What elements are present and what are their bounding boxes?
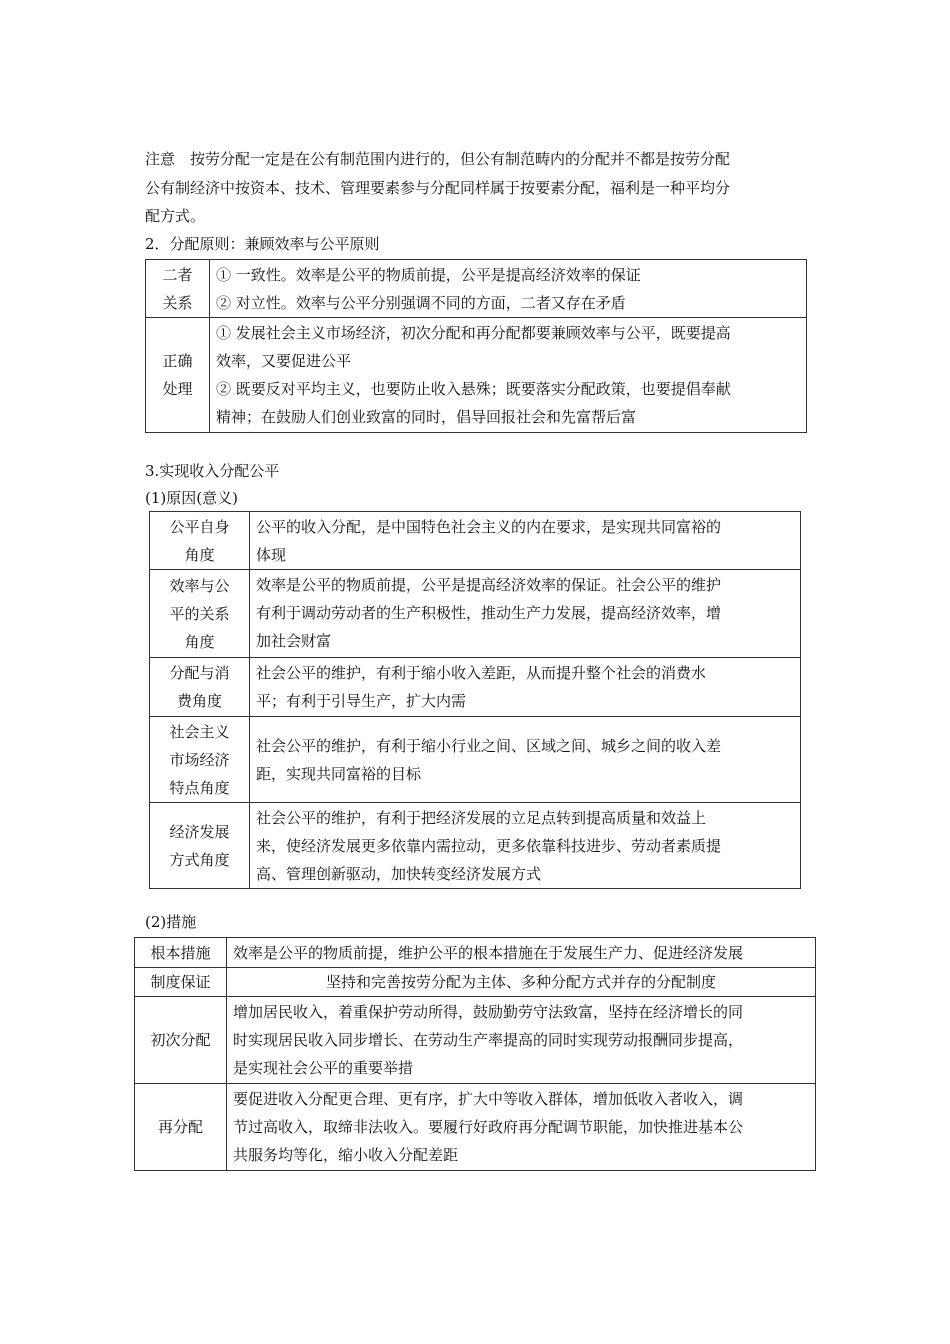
- row-content: ① 发展社会主义市场经济，初次分配和再分配都要兼顾效率与公平，既要提高 效率，又要促进公平 ② 既要反对平均主义，也要防止收入悬殊；既要落实分配政策，也要提倡奉献 精神；在鼓励人们创业致富的同时，倡导回报社会和先富帮后富: [210, 318, 807, 433]
- row-content: ① 一致性。效率是公平的物质前提，公平是提高经济效率的保证 ② 对立性。效率与公平分别强调不同的方面，二者又存在矛盾: [210, 260, 807, 318]
- table-row: [150, 658, 801, 717]
- section3-heading: 3.实现收入分配公平: [145, 462, 280, 480]
- row-label: 正确 处理: [146, 318, 210, 433]
- row-label: 分配与消 费角度: [150, 658, 250, 717]
- table-row: [135, 1084, 816, 1171]
- row-content: 效率是公平的物质前提，维护公平的根本措施在于发展生产力、促进经济发展: [227, 938, 816, 968]
- row-content: 增加居民收入，着重保护劳动所得，鼓励勤劳守法致富，坚持在经济增长的同 时实现居民收入同步增长、在劳动生产率提高的同时实现劳动报酬同步提高， 是实现社会公平的重要举措: [227, 997, 816, 1084]
- table-row: [150, 570, 801, 658]
- measures-table: [134, 937, 816, 1171]
- section3-sub2: (2)措施: [145, 913, 197, 931]
- row-content: 坚持和完善按劳分配为主体、多种分配方式并存的分配制度: [227, 968, 816, 997]
- row-content: 要促进收入分配更合理、更有序，扩大中等收入群体，增加低收入者收入，调 节过高收入，取缔非法收入。要履行好政府再分配调节职能，加快推进基本公 共服务均等化，缩小收入分配差距: [227, 1084, 816, 1171]
- table-row: [150, 717, 801, 803]
- row-content: 社会公平的维护，有利于缩小行业之间、区域之间、城乡之间的收入差 距，实现共同富裕的目标: [250, 717, 801, 803]
- note-line-1: 注意 按劳分配一定是在公有制范围内进行的，但公有制范畴内的分配并不都是按劳分配: [145, 150, 731, 168]
- row-label: 社会主义 市场经济 特点角度: [150, 717, 250, 803]
- note-line-2: 公有制经济中按资本、技术、管理要素参与分配同样属于按要素分配，福利是一种平均分: [145, 179, 731, 197]
- section3-sub1: (1)原因(意义): [145, 489, 238, 507]
- row-label: 根本措施: [135, 938, 227, 968]
- row-label: 初次分配: [135, 997, 227, 1084]
- principle-table: [145, 259, 807, 433]
- reasons-table: [149, 511, 801, 889]
- table-row: [150, 803, 801, 889]
- row-label: 再分配: [135, 1084, 227, 1171]
- table-row: [146, 318, 807, 433]
- row-label: 二者 关系: [146, 260, 210, 318]
- row-content: 公平的收入分配，是中国特色社会主义的内在要求，是实现共同富裕的 体现: [250, 512, 801, 570]
- table-row: [135, 938, 816, 968]
- row-label: 经济发展 方式角度: [150, 803, 250, 889]
- table-row: [135, 997, 816, 1084]
- row-content: 社会公平的维护，有利于把经济发展的立足点转到提高质量和效益上 来，使经济发展更多依靠内需拉动，更多依靠科技进步、劳动者素质提 高、管理创新驱动，加快转变经济发展方式: [250, 803, 801, 889]
- table-row: [150, 512, 801, 570]
- table-row: [135, 968, 816, 997]
- row-content: 社会公平的维护，有利于缩小收入差距，从而提升整个社会的消费水 平；有利于引导生产，扩大内需: [250, 658, 801, 717]
- row-content: 效率是公平的物质前提，公平是提高经济效率的保证。社会公平的维护 有利于调动劳动者的生产积极性，推动生产力发展，提高经济效率，增 加社会财富: [250, 570, 801, 658]
- section2-heading: 2．分配原则：兼顾效率与公平原则: [145, 235, 380, 253]
- table-row: [146, 260, 807, 318]
- note-line-3: 配方式。: [145, 207, 206, 225]
- row-label: 制度保证: [135, 968, 227, 997]
- row-label: 效率与公 平的关系 角度: [150, 570, 250, 658]
- row-label: 公平自身 角度: [150, 512, 250, 570]
